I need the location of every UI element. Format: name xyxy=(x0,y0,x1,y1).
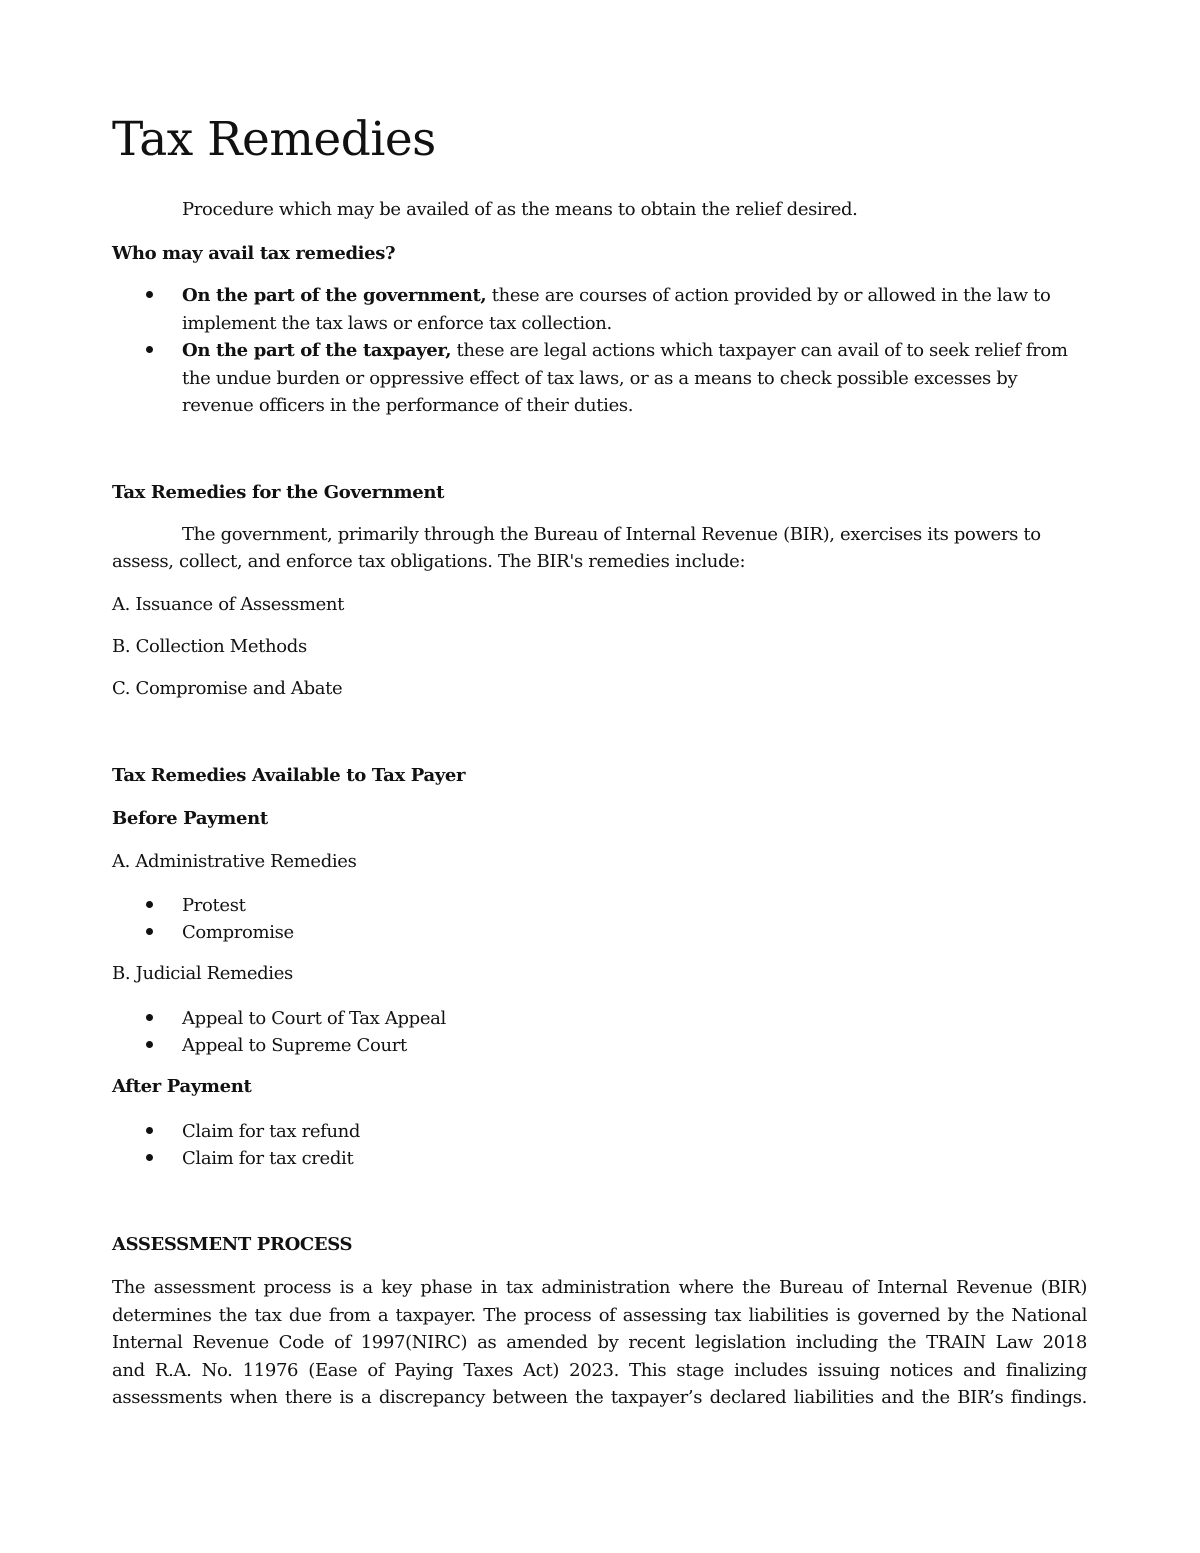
before-payment-heading: Before Payment xyxy=(112,808,268,829)
gov-remedy-item: C. Compromise and Abate xyxy=(112,678,343,699)
gov-heading: Tax Remedies for the Government xyxy=(112,482,445,503)
gov-remedy-item: A. Issuance of Assessment xyxy=(112,594,345,615)
gov-remedy-item: B. Collection Methods xyxy=(112,636,307,657)
after-payment-heading: After Payment xyxy=(112,1076,252,1097)
who-item-taxpayer xyxy=(182,337,1087,420)
who-item-text: revenue officers in the performance of their duties. xyxy=(182,395,634,416)
who-item-government xyxy=(182,282,1087,337)
bullet-icon xyxy=(146,291,153,298)
judicial-item: Appeal to Supreme Court xyxy=(182,1035,407,1056)
assessment-paragraph xyxy=(112,1274,1087,1412)
who-heading: Who may avail tax remedies? xyxy=(112,243,396,264)
assessment-line: The assessment process is a key phase in tax administration where the Bureau of Internal Revenue (BIR) xyxy=(112,1277,1087,1298)
who-item-text: the undue burden or oppressive effect of tax laws, or as a means to check possible excesses by xyxy=(182,367,1018,389)
definition-text: Procedure which may be availed of as the means to obtain the relief desired. xyxy=(182,199,858,220)
assessment-line: Internal Revenue Code of 1997(NIRC) as amended by recent legislation including the TRAIN Law 2018 xyxy=(112,1332,1087,1353)
bullet-icon xyxy=(146,1014,153,1021)
bullet-icon xyxy=(146,901,153,908)
judicial-heading: B. Judicial Remedies xyxy=(112,963,293,984)
judicial-item: Appeal to Court of Tax Appeal xyxy=(182,1008,446,1029)
after-item: Claim for tax refund xyxy=(182,1121,361,1142)
bullet-icon xyxy=(146,928,153,935)
bullet-icon xyxy=(146,1127,153,1134)
bullet-icon xyxy=(146,346,153,353)
gov-paragraph-line: The government, primarily through the Bureau of Internal Revenue (BIR), exercises its powers to xyxy=(182,524,1041,545)
who-item-bold: On the part of the government, xyxy=(182,285,487,306)
who-item-text: implement the tax laws or enforce tax collection. xyxy=(182,312,612,334)
who-item-text: these are legal actions which taxpayer can avail of to seek relief from xyxy=(456,340,1068,361)
admin-heading: A. Administrative Remedies xyxy=(112,851,357,872)
assessment-line: determines the tax due from a taxpayer. The process of assessing tax liabilities is governed by the National xyxy=(112,1304,1087,1326)
who-item-text: these are courses of action provided by or allowed in the law to xyxy=(491,285,1051,306)
payer-heading: Tax Remedies Available to Tax Payer xyxy=(112,765,466,786)
bullet-icon xyxy=(146,1041,153,1048)
assessment-heading: ASSESSMENT PROCESS xyxy=(112,1234,353,1255)
assessment-line: assessments when there is a discrepancy between the taxpayer’s declared liabilities and the BIR’s findings. xyxy=(112,1387,1087,1408)
bullet-icon xyxy=(146,1154,153,1161)
assessment-line: and R.A. No. 11976 (Ease of Paying Taxes Act) 2023. This stage includes issuing notices and finalizing xyxy=(112,1359,1087,1381)
admin-item: Protest xyxy=(182,895,246,916)
who-item-bold: On the part of the taxpayer, xyxy=(182,340,452,361)
page-title: Tax Remedies xyxy=(112,112,436,167)
admin-item: Compromise xyxy=(182,922,294,943)
gov-paragraph-line: assess, collect, and enforce tax obligations. The BIR's remedies include: xyxy=(112,551,746,572)
after-item: Claim for tax credit xyxy=(182,1148,354,1169)
